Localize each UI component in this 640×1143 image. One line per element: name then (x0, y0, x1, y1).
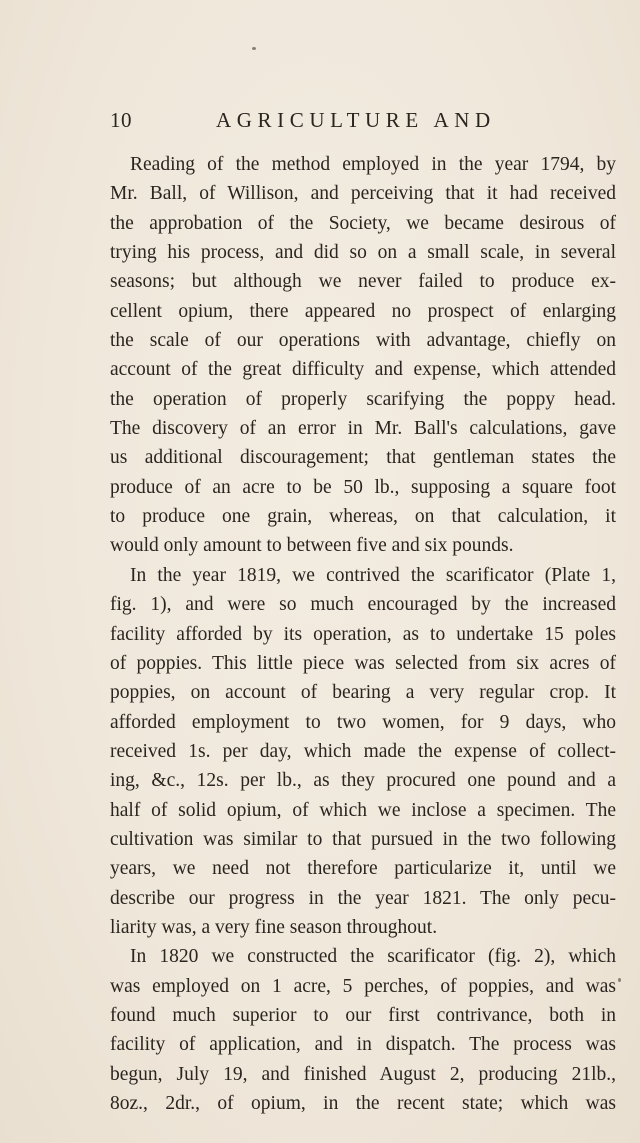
text-line: account of the great difficulty and expense, which attended (110, 359, 616, 381)
text-line: The discovery of an error in Mr. Ball's calculations, gave (110, 418, 616, 440)
text-line: describe our progress in the year 1821. The only pecu- (110, 887, 616, 909)
text-line: of poppies. This little piece was selected from six acres of (110, 652, 616, 674)
text-line: produce of an acre to be 50 lb., supposing a square foot (110, 476, 616, 498)
text-line: In the year 1819, we contrived the scarificator (Plate 1, (130, 564, 616, 586)
text-line: would only amount to between five and six pounds. (110, 535, 514, 557)
text-line: the approbation of the Society, we became desirous of (110, 212, 616, 234)
text-line: Mr. Ball, of Willison, and perceiving that it had received (110, 183, 616, 205)
page-number: 10 (110, 108, 132, 132)
ink-speck (252, 47, 256, 50)
text-line: was employed on 1 acre, 5 perches, of poppies, and was (110, 975, 616, 997)
text-line: seasons; but although we never failed to produce ex- (110, 271, 616, 293)
text-line: received 1s. per day, which made the expense of collect- (110, 740, 616, 762)
text-line: 8oz., 2dr., of opium, in the recent state; which was (110, 1093, 616, 1114)
text-line: half of solid opium, of which we inclose a specimen. The (110, 799, 616, 821)
text-line: In 1820 we constructed the scarificator (fig. 2), which (130, 946, 616, 968)
text-line: us additional discouragement; that gentleman states the (110, 447, 616, 469)
body-text (110, 150, 616, 1118)
text-line: ing, &c., 12s. per lb., as they procured one pound and a (110, 770, 616, 792)
text-line: the scale of our operations with advantage, chiefly on (110, 330, 616, 352)
text-line: cellent opium, there appeared no prospect of enlarging (110, 300, 616, 322)
text-line: fig. 1), and were so much encouraged by the increased (110, 594, 616, 616)
text-line: facility of application, and in dispatch. The process was (110, 1034, 616, 1056)
text-line: to produce one grain, whereas, on that calculation, it (110, 506, 616, 528)
text-line: facility afforded by its operation, as to undertake 15 poles (110, 623, 616, 645)
running-title: AGRICULTURE AND (216, 108, 496, 132)
text-line: liarity was, a very fine season throughout. (110, 916, 438, 938)
text-line: poppies, on account of bearing a very regular crop. It (110, 682, 616, 704)
text-line: years, we need not therefore particularize it, until we (110, 858, 616, 880)
text-line: trying his process, and did so on a small scale, in several (110, 242, 616, 264)
text-line: found much superior to our first contrivance, both in (110, 1004, 616, 1026)
text-line: cultivation was similar to that pursued in the two following (110, 828, 616, 850)
text-line: afforded employment to two women, for 9 days, who (110, 711, 616, 733)
text-line: the operation of properly scarifying the poppy head. (110, 388, 616, 410)
running-head (110, 108, 530, 138)
ink-speck (618, 978, 621, 982)
text-line: Reading of the method employed in the year 1794, by (130, 154, 616, 175)
text-line: begun, July 19, and finished August 2, producing 21lb., (110, 1063, 616, 1085)
